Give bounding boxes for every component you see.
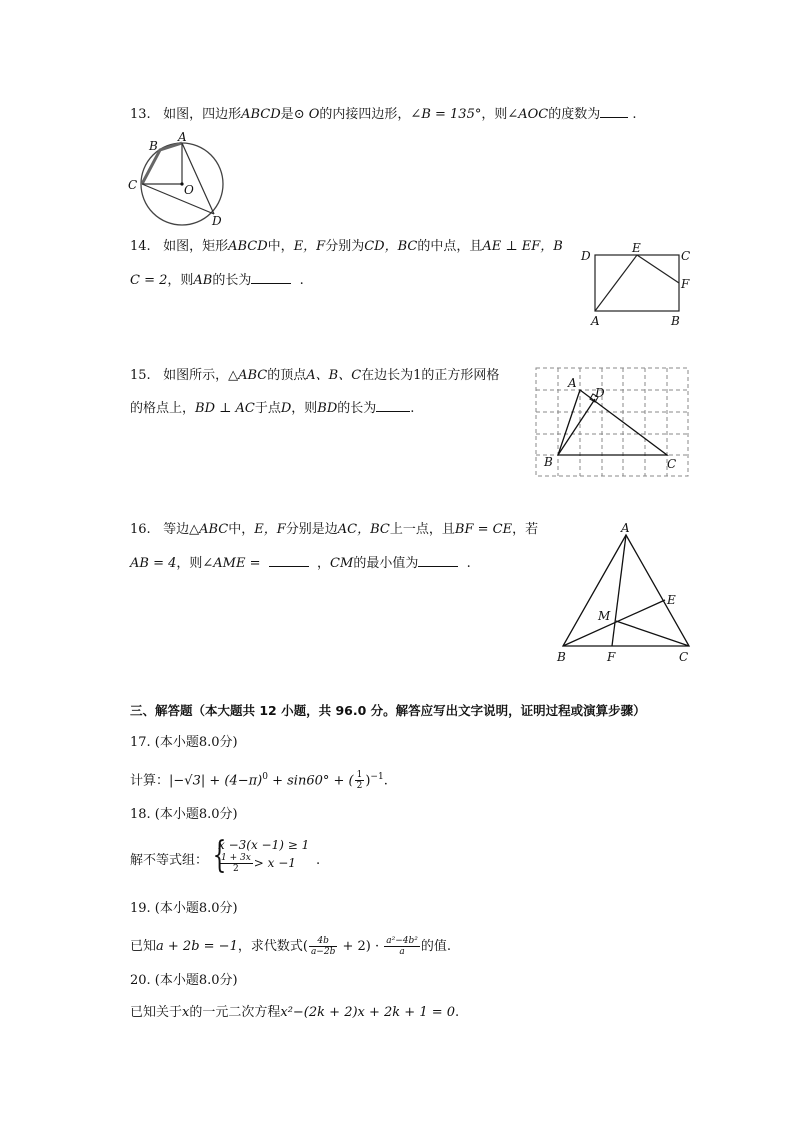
q19-fraction1 xyxy=(309,936,337,957)
q16-number: 16. xyxy=(130,522,151,537)
q15-label-b: B xyxy=(544,455,553,469)
q14-label-d: D xyxy=(581,249,591,263)
q16-label-b: B xyxy=(557,650,566,664)
q17-expr-a: |−√3| + (4−π) xyxy=(169,773,263,789)
q16-label-a: A xyxy=(621,521,630,535)
q16-min-blank[interactable] xyxy=(418,553,458,567)
q14-label-a: A xyxy=(591,314,600,328)
q16-ef: E，F xyxy=(254,522,286,537)
q16-label-m: M xyxy=(598,609,611,623)
q16-seg-af xyxy=(612,535,626,646)
q13-label-c: C xyxy=(128,178,138,192)
q16-line2-b: ，则 xyxy=(176,556,203,571)
q18-brace: { xyxy=(212,835,227,876)
q14-perp: AE ⊥ EF xyxy=(482,239,541,254)
q15-line2-c: ，则 xyxy=(291,401,318,416)
q16-eq: BF = CE xyxy=(454,522,513,537)
q13-text-e: 的度数为 xyxy=(548,107,601,122)
q18-ineq1: x −3(x −1) ≥ 1 xyxy=(218,838,310,852)
q15-end: . xyxy=(410,401,415,416)
q15-text-c: 在边长为1的正方形网格 xyxy=(361,368,500,383)
q14-answer-blank[interactable] xyxy=(251,270,291,284)
q14-line2-a: C = 2 xyxy=(130,273,168,288)
q19-f1-den: a−2b xyxy=(310,947,336,957)
q19-fraction2 xyxy=(384,936,420,957)
q15-perp: BD ⊥ AC xyxy=(195,401,255,416)
q14-text-b: 中， xyxy=(267,239,294,254)
q17-end: . xyxy=(383,773,388,789)
q18-header: 18. (本小题8.0分) xyxy=(130,807,238,822)
q14-ef: E，F xyxy=(293,239,326,254)
q17-frac-num: 1 xyxy=(356,770,363,781)
q20-body xyxy=(130,1004,459,1022)
q13-line xyxy=(130,104,637,124)
q16-angle-blank[interactable] xyxy=(269,553,309,567)
q16-line2-d: 的最小值为 xyxy=(353,556,419,571)
q18-frac-num: 1 + 3x xyxy=(221,853,251,863)
q20-text-b: 的一元二次方程 xyxy=(189,1005,281,1020)
q18-end: . xyxy=(316,853,321,868)
q14-text-e: ，B xyxy=(540,239,563,254)
q13-label-b: B xyxy=(149,139,158,153)
q16-figure xyxy=(550,520,700,670)
q14-ab: AB xyxy=(193,273,213,288)
q13-quad-bc xyxy=(142,143,182,184)
q15-line2 xyxy=(130,398,414,418)
q14-seg-ae xyxy=(595,255,637,311)
q15-text-a: 如图所示， xyxy=(163,368,229,383)
q14-seg-ef xyxy=(637,255,679,283)
q14-rectangle xyxy=(595,255,679,311)
q16-line2-c: ， xyxy=(317,556,331,571)
q14-figure xyxy=(575,240,695,330)
q19-text-b: ，求代数式 xyxy=(237,939,303,954)
q17-fraction xyxy=(355,770,365,791)
q16-sides: AC，BC xyxy=(337,522,390,537)
q19-body: 已知a + 2b = −1，求代数式( $\frac{4b}{a-2b}$ + 2) · $\frac{\text{a²−4b²}}{a}$ 的值. xyxy=(130,936,452,957)
q13-number: 13. xyxy=(130,107,151,122)
q16-text-d: 上一点，且 xyxy=(389,522,455,537)
q19-text-c: 的值. xyxy=(420,939,452,954)
q14-label-c: C xyxy=(681,249,691,263)
q15-label-a: A xyxy=(568,376,577,390)
q18-frac-den: 2 xyxy=(233,864,239,874)
q15-number: 15. xyxy=(130,368,151,383)
q13-text-b: 是 xyxy=(280,107,294,122)
q17-body xyxy=(130,768,388,791)
q16-angle: ∠AME = xyxy=(202,556,261,571)
q15-label-c: C xyxy=(667,457,677,471)
q18-label: 解不等式组： xyxy=(130,853,209,868)
q15-label-d: D xyxy=(595,386,605,400)
q13-end: . xyxy=(632,107,637,122)
q19-f1-num: 4b xyxy=(309,936,337,947)
q18-ineq2 xyxy=(218,853,296,874)
q16-text-a: 等边 xyxy=(163,522,190,537)
q15-figure xyxy=(533,365,693,480)
q20-end: . xyxy=(455,1005,460,1020)
q14-line2-b: ，则 xyxy=(167,273,194,288)
q14-abcd: ABCD xyxy=(228,239,268,254)
q13-text-d: ，则 xyxy=(481,107,508,122)
q16-text-b: 中， xyxy=(228,522,255,537)
q15-answer-blank[interactable] xyxy=(376,398,410,412)
q14-line2-c: 的长为 xyxy=(212,273,252,288)
q17-exp-neg1: −1 xyxy=(370,772,384,782)
q14-line1 xyxy=(130,238,563,256)
q19-f2-num: a²−4b² xyxy=(386,936,418,946)
q14-number: 14. xyxy=(130,239,151,254)
q15-grid xyxy=(536,368,688,476)
q13-label-o: O xyxy=(184,183,194,197)
q13-abcd: ABCD xyxy=(241,107,281,122)
q16-line2 xyxy=(130,553,471,573)
q15-triangle xyxy=(558,390,667,455)
q16-end: . xyxy=(466,556,471,571)
q16-line2-a: AB = 4 xyxy=(130,556,177,571)
q17-exp0: 0 xyxy=(262,772,268,782)
q14-text-d: 的中点，且 xyxy=(417,239,483,254)
q13-circ: ⊙ xyxy=(293,107,305,122)
q19-f2-den: a xyxy=(399,947,405,957)
section3-title: 三、解答题（本大题共 12 小题，共 96.0 分。解答应写出文字说明，证明过程或演算步骤） xyxy=(130,703,646,718)
q15-pts: A、B、C xyxy=(306,368,362,383)
q15-line2-a: 的格点上， xyxy=(130,401,196,416)
q13-label-d: D xyxy=(212,214,222,228)
q13-text-c: 的内接四边形， xyxy=(319,107,411,122)
q16-label-c: C xyxy=(679,650,689,664)
q19-mid: + 2) · xyxy=(338,939,384,954)
q13-angle-aoc: ∠AOC xyxy=(507,107,549,122)
q14-label-f: F xyxy=(681,277,690,291)
q13-answer-blank[interactable] xyxy=(600,104,628,118)
q15-bd: BD xyxy=(317,401,338,416)
q19-header: 19. (本小题8.0分) xyxy=(130,901,238,916)
q16-label-e: E xyxy=(667,593,676,607)
q16-text-c: 分别是边 xyxy=(285,522,338,537)
q13-seg-cd xyxy=(142,184,214,214)
q14-end: . xyxy=(299,273,304,288)
q16-seg-be xyxy=(563,600,665,646)
q16-seg-cm xyxy=(616,621,689,646)
q16-tri: △ABC xyxy=(189,522,229,537)
q20-x: x xyxy=(182,1005,190,1020)
q13-angle-b: ∠B = 135° xyxy=(410,107,482,122)
q13-figure xyxy=(122,130,232,230)
q15-text-b: 的顶点 xyxy=(267,368,307,383)
q17-frac-den: 2 xyxy=(356,781,363,792)
q19-cond: a + 2b = −1 xyxy=(156,939,238,954)
q15-line2-b: 于点 xyxy=(254,401,281,416)
q14-line2 xyxy=(130,270,304,290)
q18-ineq2-rest: > x −1 xyxy=(253,856,296,870)
q15-seg-bd xyxy=(558,399,595,455)
q14-text-a: 如图，矩形 xyxy=(163,239,229,254)
q15-line1 xyxy=(130,367,499,385)
q16-cm: CM xyxy=(330,556,354,571)
q15-d: D xyxy=(280,401,292,416)
q14-label-e: E xyxy=(632,241,641,255)
q13-o: O xyxy=(308,107,320,122)
q13-label-a: A xyxy=(178,130,187,144)
q17-expr-c: ) xyxy=(365,773,371,789)
q13-text-a: 如图，四边形 xyxy=(163,107,242,122)
q20-text-a: 已知关于 xyxy=(130,1005,183,1020)
q15-tri: △ABC xyxy=(228,368,268,383)
q17-text: 计算： xyxy=(130,773,170,789)
q20-eq: x²−(2k + 2)x + 2k + 1 = 0 xyxy=(280,1005,456,1020)
q15-line2-d: 的长为 xyxy=(337,401,377,416)
q16-line1 xyxy=(130,521,538,539)
q17-header: 17. (本小题8.0分) xyxy=(130,735,238,750)
q20-header: 20. (本小题8.0分) xyxy=(130,973,238,988)
q16-label-f: F xyxy=(607,650,616,664)
q18-fraction xyxy=(219,853,253,874)
q17-expr-b: + sin60° + ( xyxy=(267,773,354,789)
q14-label-b: B xyxy=(671,314,680,328)
q19-text-a: 已知 xyxy=(130,939,157,954)
q14-cd: CD，BC xyxy=(364,239,418,254)
q16-text-e: ，若 xyxy=(512,522,539,537)
q16-triangle xyxy=(563,535,689,646)
q14-text-c: 分别为 xyxy=(325,239,365,254)
